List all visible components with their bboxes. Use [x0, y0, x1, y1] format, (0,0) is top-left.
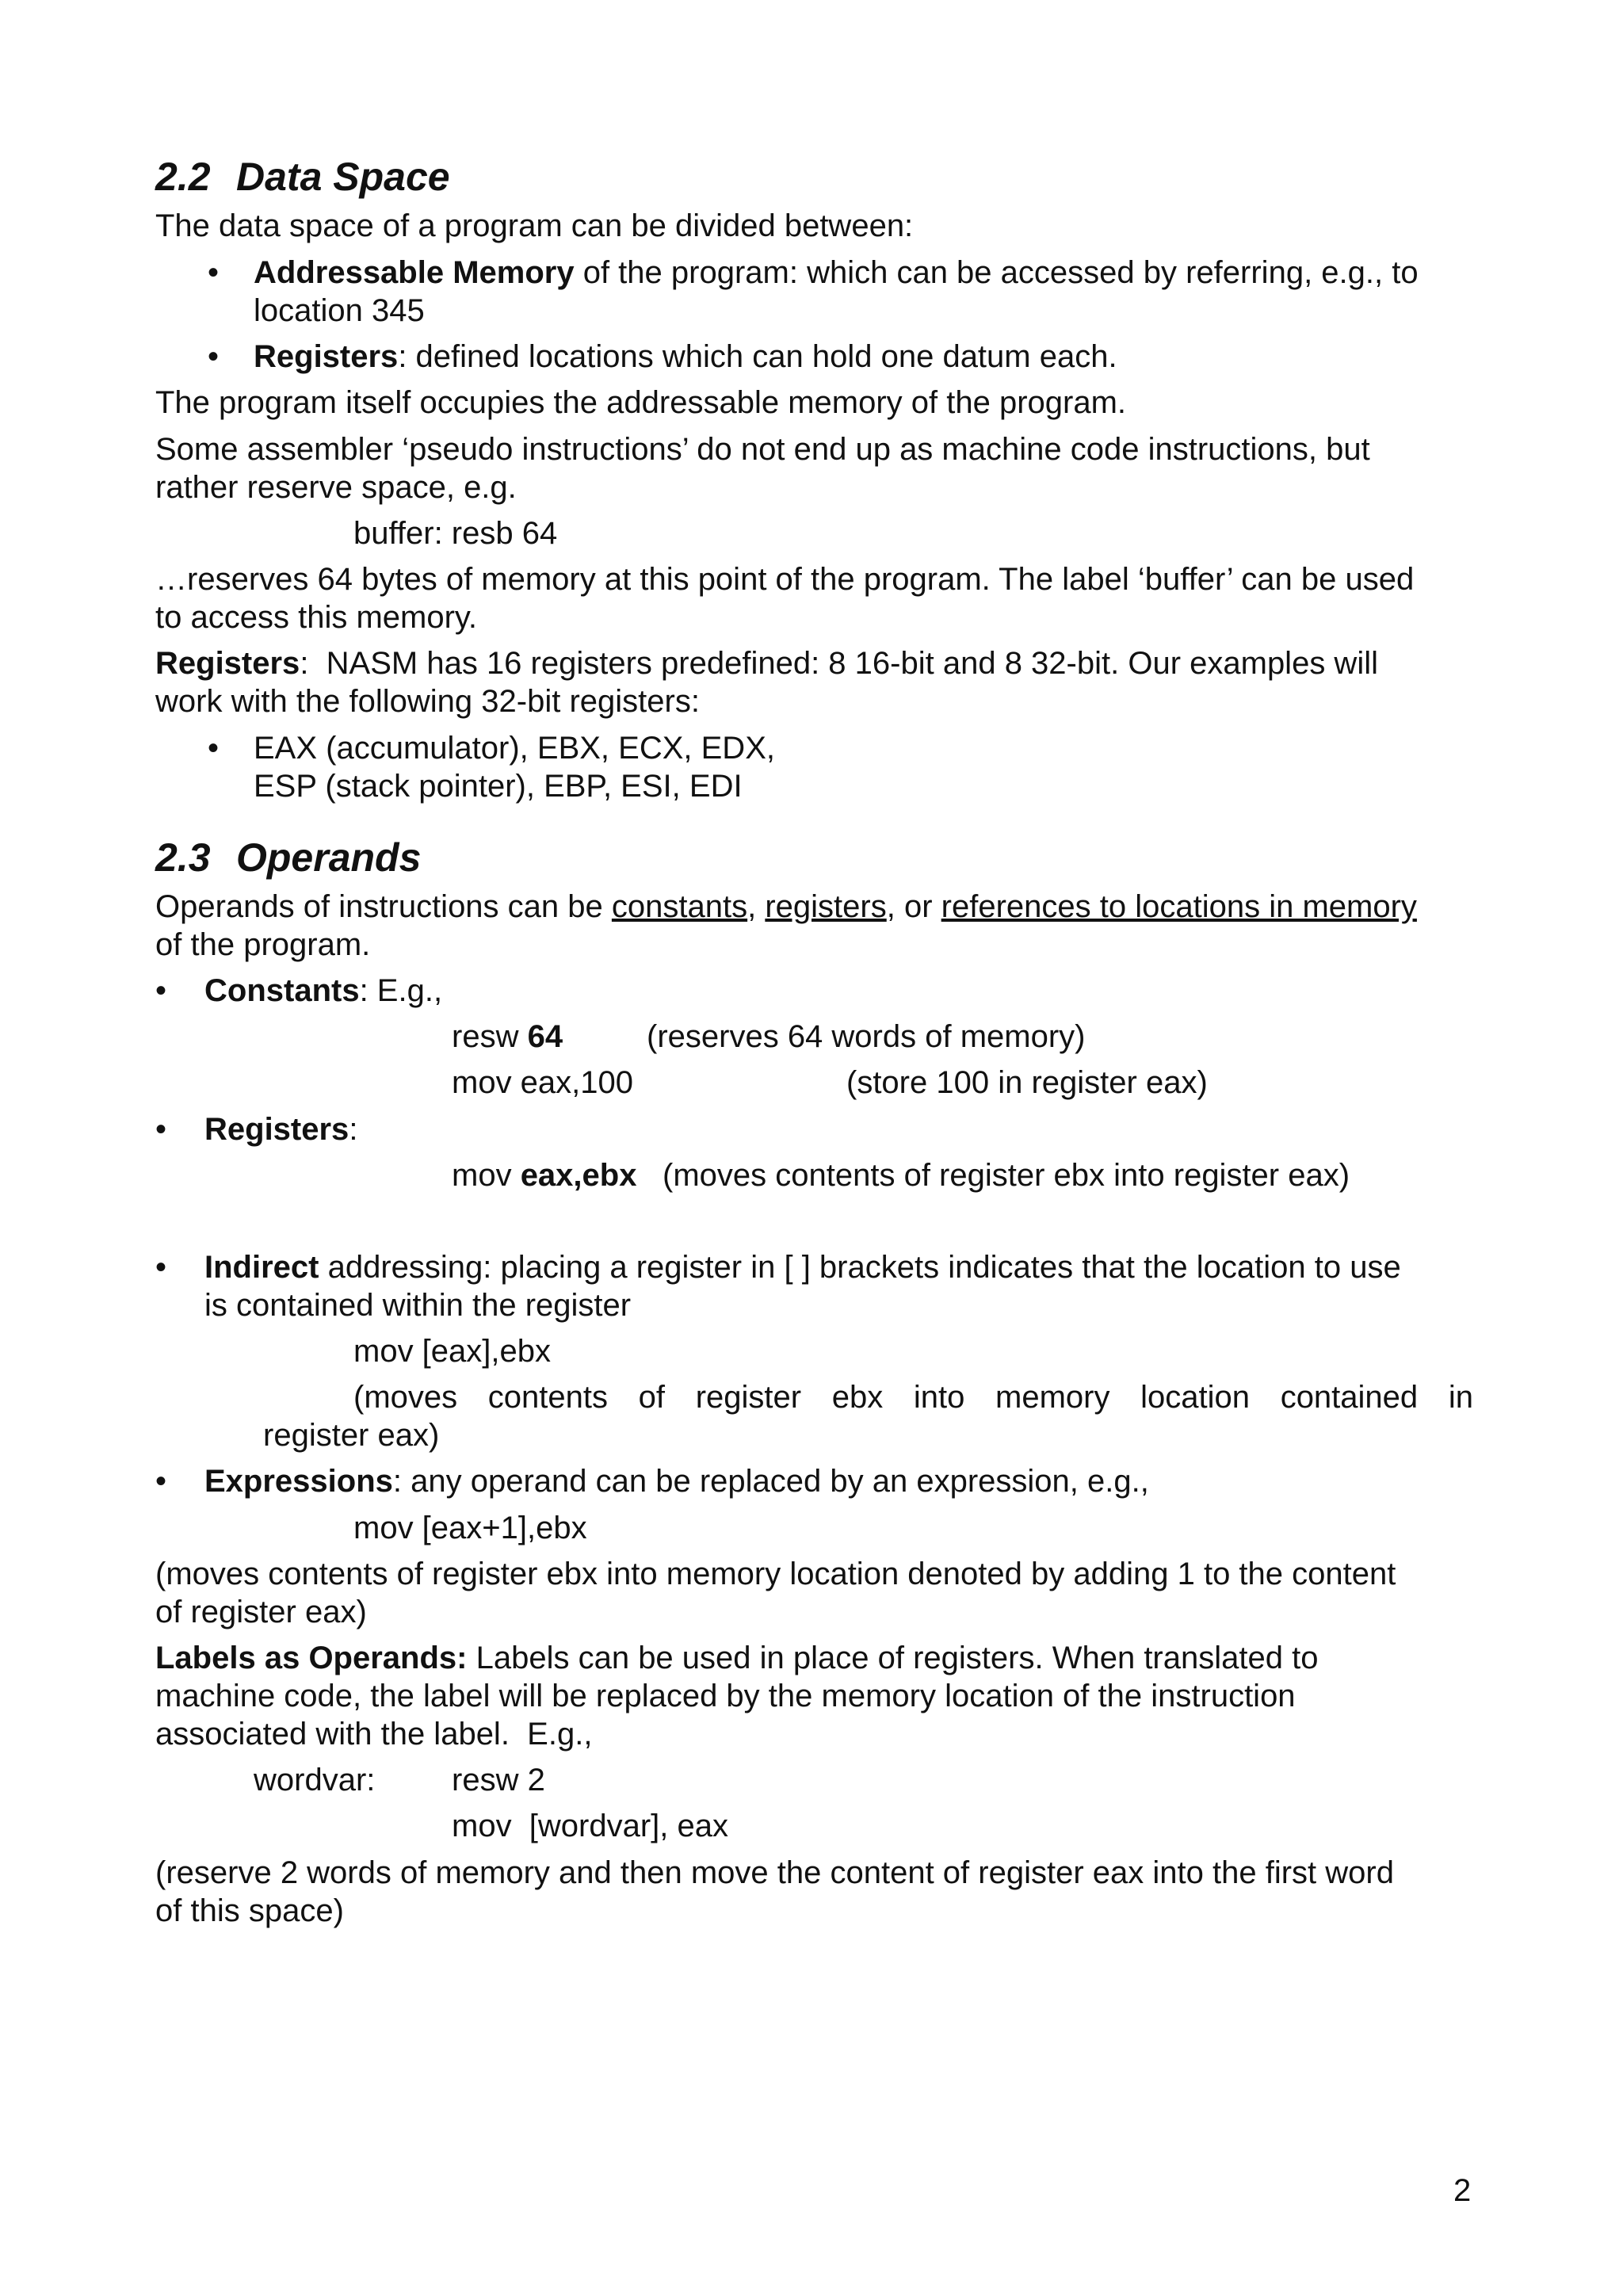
note-word: location: [1140, 1380, 1251, 1415]
note-word: register: [695, 1380, 802, 1415]
bullet-text: addressing: placing a register in [ ] brackets indicates that the location to use: [319, 1250, 1401, 1285]
bullet-glyph: •: [208, 339, 220, 374]
register-list: EAX (accumulator), EBX, ECX, EDX,: [254, 731, 775, 766]
code-line: mov [eax+1],ebx: [353, 1511, 587, 1545]
code-line: [452, 1018, 563, 1056]
separator: , or: [886, 889, 941, 924]
code-note: (store 100 in register eax): [846, 1065, 1208, 1100]
note-word: of: [638, 1380, 666, 1415]
code-note: (reserves 64 words of memory): [647, 1019, 1086, 1054]
heading-number: 2.3: [155, 835, 211, 880]
bullet-glyph: •: [155, 973, 167, 1008]
paragraph: rather reserve space, e.g.: [155, 470, 517, 505]
bullet-text: : defined locations which can hold one datum each.: [398, 339, 1117, 374]
heading-title: Operands: [236, 835, 422, 880]
note-word: contents: [487, 1380, 609, 1415]
bullet-text: :: [349, 1112, 358, 1147]
heading-2-3: [155, 834, 421, 881]
paragraph: of this space): [155, 1893, 344, 1928]
bullet-expressions: [204, 1462, 1149, 1500]
separator: ,: [747, 889, 766, 924]
bullet-text: : E.g.,: [359, 973, 443, 1008]
note-word: into: [913, 1380, 965, 1415]
heading-title: Data Space: [236, 155, 450, 199]
bullet-glyph: •: [208, 731, 220, 766]
bullet-registers: [204, 1110, 357, 1148]
bold-term: Labels as Operands:: [155, 1641, 468, 1675]
labels-paragraph: [155, 1639, 1318, 1677]
paragraph: (reserve 2 words of memory and then move the content of register eax into the first word: [155, 1855, 1394, 1890]
heading-number: 2.2: [155, 155, 211, 199]
note-word: (moves: [353, 1380, 458, 1415]
register-list: ESP (stack pointer), EBP, ESI, EDI: [254, 769, 743, 804]
bold-term: Indirect: [204, 1250, 319, 1285]
code-line: buffer: resb 64: [353, 516, 558, 551]
code-line: [452, 1156, 636, 1194]
code-note: (moves contents of register ebx into register eax): [663, 1158, 1350, 1193]
bullet-addressable-memory: [254, 254, 1419, 292]
code-note: register eax): [263, 1418, 440, 1453]
bold-term: Addressable Memory: [254, 255, 575, 290]
code-line: resw 2: [452, 1763, 545, 1797]
bullet-glyph: •: [155, 1250, 167, 1285]
bold-term: Registers: [254, 339, 399, 374]
paragraph: The program itself occupies the addressable memory of the program.: [155, 385, 1127, 420]
bullet-indirect: [204, 1248, 1401, 1286]
operands-intro: [155, 888, 1417, 926]
bullet-continuation: location 345: [254, 293, 425, 328]
paragraph: of register eax): [155, 1595, 367, 1629]
bullet-continuation: is contained within the register: [204, 1288, 632, 1323]
registers-paragraph: [155, 644, 1378, 682]
bullet-registers: [254, 338, 1117, 376]
underlined-constants: constants: [611, 889, 748, 924]
code-line: mov [eax],ebx: [353, 1334, 552, 1369]
code-text: mov: [452, 1158, 521, 1193]
paragraph-text: Labels can be used in place of registers. When translated to: [467, 1641, 1319, 1675]
paragraph: (moves contents of register ebx into memory location denoted by adding 1 to the content: [155, 1557, 1396, 1591]
bullet-text: : any operand can be replaced by an expression, e.g.,: [392, 1464, 1149, 1499]
heading-2-2: [155, 153, 450, 201]
code-line: mov eax,100: [452, 1065, 634, 1100]
bold-term: Expressions: [204, 1464, 393, 1499]
note-word: contained: [1280, 1380, 1419, 1415]
code-bold: eax,ebx: [520, 1158, 637, 1193]
bullet-constants: [204, 972, 442, 1010]
code-note-justified: [353, 1378, 1473, 1416]
code-label: wordvar:: [254, 1763, 376, 1797]
data-space-intro: The data space of a program can be divided between:: [155, 208, 914, 243]
underlined-registers: registers: [765, 889, 887, 924]
page-number: 2: [1453, 2173, 1472, 2208]
paragraph-text: : NASM has 16 registers predefined: 8 16-bit and 8 32-bit. Our examples will: [300, 646, 1378, 681]
code-line: mov [wordvar], eax: [452, 1809, 729, 1843]
paragraph: …reserves 64 bytes of memory at this point of the program. The label ‘buffer’ can be used: [155, 562, 1415, 597]
paragraph: work with the following 32-bit registers:: [155, 684, 700, 719]
note-word: in: [1448, 1380, 1473, 1415]
note-word: ebx: [831, 1380, 884, 1415]
bold-term: Registers: [204, 1112, 349, 1147]
note-word: memory: [995, 1380, 1110, 1415]
bullet-glyph: •: [208, 255, 220, 290]
bold-term: Constants: [204, 973, 360, 1008]
bullet-glyph: •: [155, 1464, 167, 1499]
bold-term: Registers: [155, 646, 300, 681]
bullet-text: of the program: which can be accessed by referring, e.g., to: [574, 255, 1419, 290]
paragraph: associated with the label. E.g.,: [155, 1717, 593, 1752]
paragraph: of the program.: [155, 927, 371, 962]
underlined-memory-references: references to locations in memory: [941, 889, 1417, 924]
code-bold: 64: [527, 1019, 563, 1054]
paragraph: Some assembler ‘pseudo instructions’ do not end up as machine code instructions, but: [155, 432, 1370, 467]
bullet-glyph: •: [155, 1112, 167, 1147]
paragraph: machine code, the label will be replaced by the memory location of the instruction: [155, 1679, 1296, 1713]
code-text: resw: [452, 1019, 528, 1054]
intro-text: Operands of instructions can be: [155, 889, 612, 924]
paragraph: to access this memory.: [155, 600, 478, 635]
